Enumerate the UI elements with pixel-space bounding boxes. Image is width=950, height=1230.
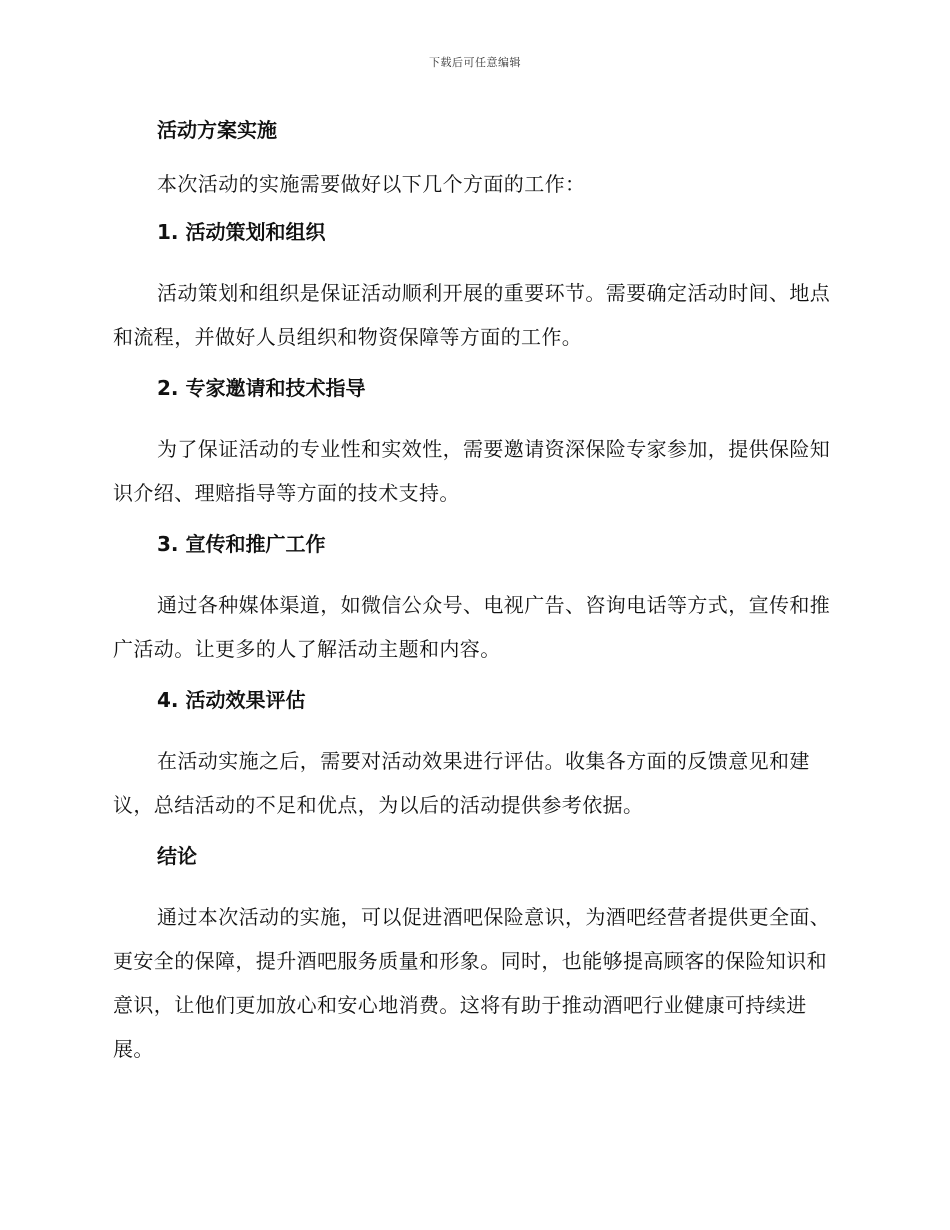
section-body-1: 活动策划和组织是保证活动顺利开展的重要环节。需要确定活动时间、地点和流程，并做好人员组织和物资保障等方面的工作。 [113,281,831,349]
section-body-2: 为了保证活动的专业性和实效性，需要邀请资深保险专家参加，提供保险知识介绍、理赔指导等方面的技术支持。 [113,437,831,505]
document-body [113,115,833,1085]
section-title: 活动方案实施 [157,118,277,142]
conclusion-body: 通过本次活动的实施，可以促进酒吧保险意识，为酒吧经营者提供更全面、更安全的保障，提升酒吧服务质量和形象。同时，也能够提高顾客的保险知识和意识，让他们更加放心和安心地消费。这将有助于推动酒吧行业健康可持续进展。 [113,905,831,1061]
header-note: 下载后可任意编辑 [429,56,521,69]
section-heading-1: 1. 活动策划和组织 [157,220,326,244]
section-body-3: 通过各种媒体渠道，如微信公众号、电视广告、咨询电话等方式，宣传和推广活动。让更多的人了解活动主题和内容。 [113,593,831,661]
section-heading-3: 3. 宣传和推广工作 [157,532,326,556]
section-heading-2: 2. 专家邀请和技术指导 [157,376,366,400]
intro-paragraph: 本次活动的实施需要做好以下几个方面的工作： [157,172,586,196]
conclusion-heading: 结论 [157,844,197,868]
section-body-4: 在活动实施之后，需要对活动效果进行评估。收集各方面的反馈意见和建议，总结活动的不足和优点，为以后的活动提供参考依据。 [113,749,810,817]
section-heading-4: 4. 活动效果评估 [157,688,306,712]
